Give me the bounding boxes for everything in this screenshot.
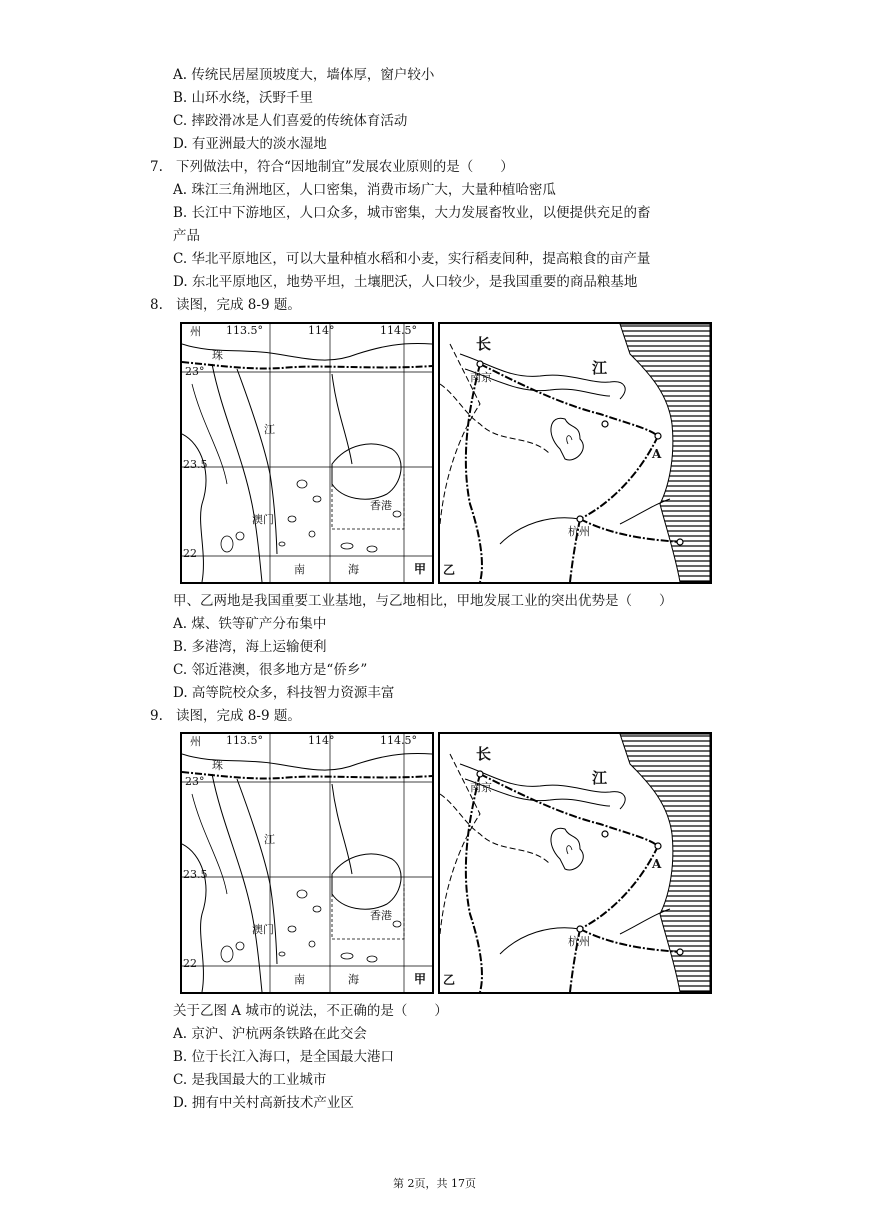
map-jia-lat-2: 23.5 bbox=[183, 868, 208, 881]
map-jia-lon-1: 113.5° bbox=[226, 324, 263, 337]
q6-option-b: B. 山环水绕，沃野千里 bbox=[173, 90, 314, 106]
map-yi-hangzhou-label: 杭州 bbox=[568, 935, 590, 948]
q6-option-c: C. 摔跤滑冰是人们喜爱的传统体育活动 bbox=[173, 113, 408, 129]
map-jia-lat-2: 23.5 bbox=[183, 458, 208, 471]
map-jia-hai-label: 海 bbox=[348, 563, 359, 576]
q7-number: 7. bbox=[150, 159, 163, 175]
map-jia-panel-label: 甲 bbox=[414, 972, 427, 986]
q8-question: 甲、乙两地是我国重要工业基地，与乙地相比，甲地发展工业的突出优势是（ ） bbox=[173, 593, 673, 609]
q7-option-a: A. 珠江三角洲地区，人口密集，消费市场广大，大量种植哈密瓜 bbox=[173, 182, 556, 198]
q8-option-d: D. 高等院校众多，科技智力资源丰富 bbox=[173, 685, 395, 701]
map-jia-drawing bbox=[182, 324, 432, 582]
q8-option-a: A. 煤、铁等矿产分布集中 bbox=[173, 616, 327, 632]
map-jia-lon-2: 114° bbox=[308, 324, 335, 337]
map-yi-a-label: A bbox=[652, 447, 662, 461]
map-yi-drawing-2 bbox=[440, 734, 710, 992]
q9-stem: 读图，完成 8-9 题。 bbox=[176, 708, 301, 724]
map-jia-nan-label: 南 bbox=[294, 563, 305, 576]
map-jia-zhu-label: 珠 bbox=[212, 759, 223, 772]
map-yi-panel-label: 乙 bbox=[443, 973, 456, 987]
map-jia-lat-1: 23° bbox=[185, 365, 205, 378]
q6-option-a: A. 传统民居屋顶坡度大，墙体厚，窗户较小 bbox=[173, 67, 435, 83]
q9-number: 9. bbox=[150, 708, 163, 724]
map-yi-nanjing-label: 南京 bbox=[470, 781, 492, 794]
map-jia-lat-1: 23° bbox=[185, 775, 205, 788]
q9-question: 关于乙图 A 城市的说法，不正确的是（ ） bbox=[173, 1003, 448, 1019]
page-footer: 第 2页，共 17页 bbox=[393, 1177, 476, 1190]
map-jia-lon-3: 114.5° bbox=[380, 324, 417, 337]
map-jia-hai-label: 海 bbox=[348, 973, 359, 986]
map-yi-hangzhou-label: 杭州 bbox=[568, 525, 590, 538]
map-jia-nan-label: 南 bbox=[294, 973, 305, 986]
q8-option-c: C. 邻近港澳，很多地方是“侨乡” bbox=[173, 662, 368, 678]
map-yi-q9 bbox=[438, 732, 712, 994]
q9-option-d: D. 拥有中关村高新技术产业区 bbox=[173, 1095, 354, 1111]
map-yi-jiang-label: 江 bbox=[592, 359, 608, 377]
map-jia-panel-label: 甲 bbox=[414, 562, 427, 576]
map-jia-guangzhou-label: 州 bbox=[190, 325, 201, 338]
map-yi-chang-label: 长 bbox=[476, 335, 492, 353]
map-jia-hongkong-label: 香港 bbox=[370, 909, 392, 922]
map-yi-jiang-label: 江 bbox=[592, 769, 608, 787]
map-jia-lat-3: 22 bbox=[183, 957, 197, 970]
map-yi-drawing bbox=[440, 324, 710, 582]
q9-option-c: C. 是我国最大的工业城市 bbox=[173, 1072, 327, 1088]
q8-option-b: B. 多港湾，海上运输便利 bbox=[173, 639, 327, 655]
q6-option-d: D. 有亚洲最大的淡水湿地 bbox=[173, 136, 327, 152]
map-jia-jiang-label: 江 bbox=[264, 423, 275, 436]
map-jia-jiang-label: 江 bbox=[264, 833, 275, 846]
map-jia-drawing-2 bbox=[182, 734, 432, 992]
q7-option-b-cont: 产品 bbox=[173, 228, 200, 244]
map-jia-macau-label: 澳门 bbox=[252, 513, 274, 526]
map-yi-nanjing-label: 南京 bbox=[470, 371, 492, 384]
q9-option-b: B. 位于长江入海口，是全国最大港口 bbox=[173, 1049, 395, 1065]
map-yi-panel-label: 乙 bbox=[443, 563, 456, 577]
q7-stem: 下列做法中，符合“因地制宜”发展农业原则的是（ ） bbox=[176, 159, 514, 175]
q9-option-a: A. 京沪、沪杭两条铁路在此交会 bbox=[173, 1026, 367, 1042]
map-jia-lat-3: 22 bbox=[183, 547, 197, 560]
map-jia-macau-label: 澳门 bbox=[252, 923, 274, 936]
q7-option-b: B. 长江中下游地区，人口众多，城市密集，大力发展畜牧业，以便提供充足的畜 bbox=[173, 205, 651, 221]
map-jia-q8 bbox=[180, 322, 434, 584]
map-jia-zhu-label: 珠 bbox=[212, 349, 223, 362]
q7-option-d: D. 东北平原地区，地势平坦，土壤肥沃，人口较少，是我国重要的商品粮基地 bbox=[173, 274, 638, 290]
map-jia-lon-1: 113.5° bbox=[226, 734, 263, 747]
map-jia-lon-2: 114° bbox=[308, 734, 335, 747]
q8-number: 8. bbox=[150, 297, 163, 313]
map-yi-chang-label: 长 bbox=[476, 745, 492, 763]
map-jia-lon-3: 114.5° bbox=[380, 734, 417, 747]
map-jia-hongkong-label: 香港 bbox=[370, 499, 392, 512]
map-yi-q8 bbox=[438, 322, 712, 584]
map-yi-a-label: A bbox=[652, 857, 662, 871]
map-jia-guangzhou-label: 州 bbox=[190, 735, 201, 748]
q7-option-c: C. 华北平原地区，可以大量种植水稻和小麦，实行稻麦间种，提高粮食的亩产量 bbox=[173, 251, 651, 267]
map-jia-q9 bbox=[180, 732, 434, 994]
q8-stem: 读图，完成 8-9 题。 bbox=[176, 297, 301, 313]
